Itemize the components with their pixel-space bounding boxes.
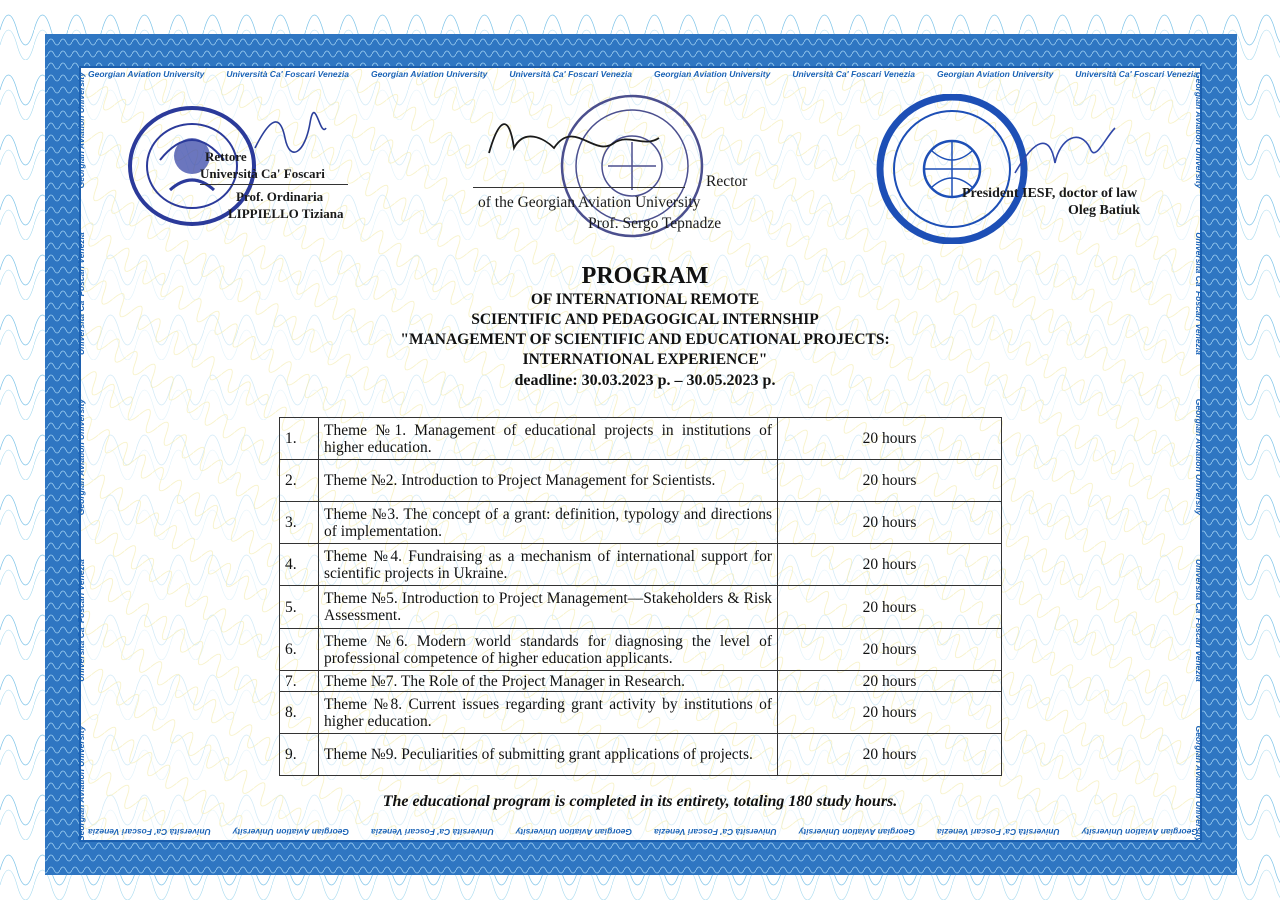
theme-number: 3.	[280, 502, 319, 544]
program-subtitle-line-2: SCIENTIFIC AND PEDAGOGICAL INTERNSHIP	[471, 311, 819, 328]
table-row	[280, 418, 1002, 460]
signature-left-icon	[250, 108, 330, 158]
microtext-item: Università Ca' Foscari Venezia	[371, 827, 494, 837]
microtext-item: Georgian Aviation University	[1194, 725, 1204, 842]
program-subtitle-line-1: OF INTERNATIONAL REMOTE	[530, 291, 760, 308]
left-signatory-role: Rettore	[205, 149, 247, 164]
center-signature-line	[473, 187, 685, 188]
left-signature-line	[200, 184, 348, 185]
microtext-item: Georgian Aviation University	[936, 69, 1054, 79]
table-row	[280, 692, 1002, 734]
program-deadline: deadline: 30.03.2023 p. – 30.05.2023 p.	[514, 372, 776, 389]
theme-hours: 20 hours	[778, 734, 1002, 776]
right-signatory-name: Oleg Batiuk	[1068, 203, 1140, 218]
microtext-top	[88, 69, 1198, 79]
microtext-bottom	[88, 827, 1198, 837]
microtext-item: Università Ca' Foscari Venezia	[1194, 559, 1204, 682]
program-title: PROGRAM	[581, 263, 709, 289]
table-row	[280, 502, 1002, 544]
microtext-item: Università Ca' Foscari Venezia	[509, 69, 632, 79]
theme-title: Theme №8. Current issues regarding grant activity by institutions of higher education.	[319, 692, 778, 734]
table-row	[280, 671, 1002, 692]
theme-number: 7.	[280, 671, 319, 692]
microtext-left	[76, 72, 90, 842]
table-row	[280, 544, 1002, 586]
microtext-item: Georgian Aviation University	[1194, 398, 1204, 516]
theme-title: Theme №1. Management of educational projects in institutions of higher education.	[319, 418, 778, 460]
microtext-item: Georgian Aviation University	[370, 69, 488, 79]
right-signatory-role: President IESF, doctor of law	[962, 186, 1138, 201]
microtext-item: Georgian Aviation University	[515, 827, 633, 837]
theme-title: Theme №7. The Role of the Project Manager in Research.	[319, 671, 778, 692]
microtext-item: Università Ca' Foscari Venezia	[792, 69, 915, 79]
program-total-note: The educational program is completed in its entirety, totaling 180 study hours.	[382, 793, 898, 810]
microtext-item: Università Ca' Foscari Venezia	[937, 827, 1060, 837]
microtext-item: Georgian Aviation University	[1081, 827, 1198, 837]
theme-title: Theme №4. Fundraising as a mechanism of international support for scientific projects in Ukraine.	[319, 544, 778, 586]
theme-number: 6.	[280, 629, 319, 671]
program-subtitle-line-3: "MANAGEMENT OF SCIENTIFIC AND EDUCATIONAL PROJECTS:	[400, 331, 890, 348]
signature-right-icon	[1010, 118, 1120, 188]
microtext-item: Università Ca' Foscari Venezia	[654, 827, 777, 837]
center-signatory-name: Prof. Sergo Tepnadze	[588, 215, 722, 232]
microtext-item: Georgian Aviation University	[88, 69, 205, 79]
microtext-item: Università Ca' Foscari Venezia	[1194, 232, 1204, 355]
theme-number: 8.	[280, 692, 319, 734]
center-signatory-role: Rector	[706, 173, 748, 190]
theme-hours: 20 hours	[778, 418, 1002, 460]
left-signatory-institution: Università Ca' Foscari	[200, 166, 325, 181]
theme-number: 4.	[280, 544, 319, 586]
table-row	[280, 586, 1002, 629]
theme-number: 9.	[280, 734, 319, 776]
program-subtitle-line-4: INTERNATIONAL EXPERIENCE"	[522, 351, 768, 368]
microtext-item: Georgian Aviation University	[798, 827, 916, 837]
theme-title: Theme №3. The concept of a grant: definition, typology and directions of implementation.	[319, 502, 778, 544]
microtext-right	[1190, 72, 1204, 842]
left-signatory-name: LIPPIELLO Tiziana	[228, 206, 344, 221]
theme-title: Theme №6. Modern world standards for diagnosing the level of professional competence of higher education applicants.	[319, 629, 778, 671]
theme-title: Theme №5. Introduction to Project Management—Stakeholders & Risk Assessment.	[319, 586, 778, 629]
theme-number: 1.	[280, 418, 319, 460]
microtext-item: Università Ca' Foscari Venezia	[88, 827, 211, 837]
theme-hours: 20 hours	[778, 671, 1002, 692]
program-title-block	[300, 262, 990, 391]
table-row	[280, 460, 1002, 502]
microtext-item: Università Ca' Foscari Venezia	[1075, 69, 1198, 79]
microtext-item: Georgian Aviation University	[76, 725, 86, 842]
themes-table	[279, 417, 1002, 776]
microtext-item: Georgian Aviation University	[1194, 72, 1204, 189]
microtext-item: Georgian Aviation University	[232, 827, 350, 837]
microtext-item: Università Ca' Foscari Venezia	[76, 559, 86, 682]
microtext-item: Università Ca' Foscari Venezia	[226, 69, 349, 79]
theme-title: Theme №2. Introduction to Project Management for Scientists.	[319, 460, 778, 502]
theme-hours: 20 hours	[778, 586, 1002, 629]
iesf-seal-icon	[876, 94, 1028, 244]
microtext-item: Georgian Aviation University	[76, 398, 86, 516]
theme-number: 5.	[280, 586, 319, 629]
microtext-item: Georgian Aviation University	[653, 69, 771, 79]
theme-title: Theme №9. Peculiarities of submitting grant applications of projects.	[319, 734, 778, 776]
theme-hours: 20 hours	[778, 544, 1002, 586]
theme-number: 2.	[280, 460, 319, 502]
theme-hours: 20 hours	[778, 460, 1002, 502]
theme-hours: 20 hours	[778, 692, 1002, 734]
microtext-item: Università Ca' Foscari Venezia	[76, 232, 86, 355]
center-signatory-institution: of the Georgian Aviation University	[478, 194, 701, 211]
theme-hours: 20 hours	[778, 629, 1002, 671]
theme-hours: 20 hours	[778, 502, 1002, 544]
microtext-item: Georgian Aviation University	[76, 72, 86, 189]
signature-center-icon	[484, 108, 664, 168]
table-row	[280, 629, 1002, 671]
left-signatory-title: Prof. Ordinaria	[236, 189, 324, 204]
table-row	[280, 734, 1002, 776]
